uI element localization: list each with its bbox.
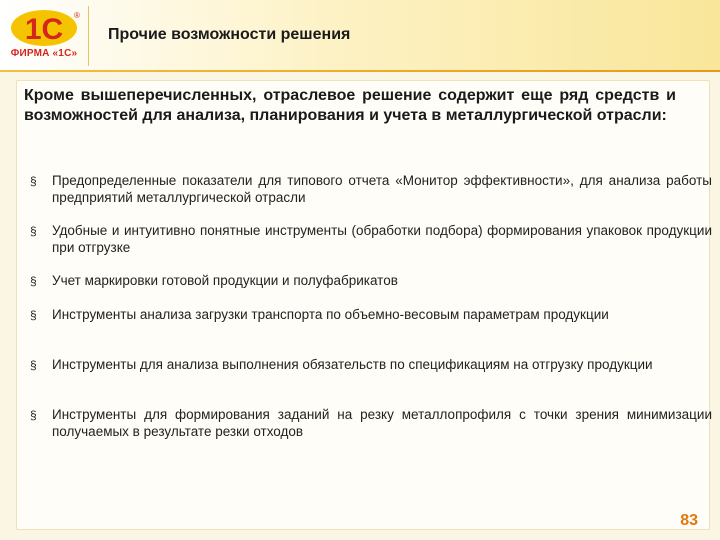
bullet-marker-icon: § bbox=[30, 308, 37, 322]
logo-registered-mark: ® bbox=[74, 11, 80, 20]
intro-paragraph: Кроме вышеперечисленных, отраслевое решение содержит еще ряд средств и возможностей для анализа, планирования и учета в металлургической отрасли: bbox=[24, 87, 676, 124]
logo-mark-icon bbox=[8, 8, 80, 48]
list-item bbox=[24, 356, 712, 373]
page-number: 83 bbox=[680, 512, 698, 529]
bullet-marker-icon: § bbox=[30, 358, 37, 372]
list-item bbox=[24, 222, 712, 256]
header-rule bbox=[0, 70, 720, 72]
content-panel bbox=[16, 80, 710, 530]
slide-title: Прочие возможности решения bbox=[108, 26, 351, 43]
bullet-marker-icon: § bbox=[30, 274, 37, 288]
bullet-marker-icon: § bbox=[30, 174, 37, 188]
list-item bbox=[24, 306, 712, 323]
logo-text: 1С bbox=[24, 13, 64, 46]
bullet-marker-icon: § bbox=[30, 224, 37, 238]
list-item-text: Инструменты для анализа выполнения обязательств по спецификациям на отгрузку продукции bbox=[52, 357, 653, 372]
company-logo bbox=[8, 8, 80, 64]
list-item-text: Удобные и интуитивно понятные инструменты (обработки подбора) формирования упаковок продукции при отгрузке bbox=[52, 223, 712, 255]
list-item bbox=[24, 272, 712, 289]
bullet-marker-icon: § bbox=[30, 408, 37, 422]
logo-subtitle: ФИРМА «1С» bbox=[10, 48, 78, 59]
list-item-text: Учет маркировки готовой продукции и полуфабрикатов bbox=[52, 273, 398, 288]
list-item-text: Инструменты анализа загрузки транспорта по объемно-весовым параметрам продукции bbox=[52, 307, 609, 322]
header-divider bbox=[88, 6, 89, 66]
list-item bbox=[24, 406, 712, 440]
list-item-text: Предопределенные показатели для типового отчета «Монитор эффективности», для анализа работы предприятий металлургической отрасли bbox=[52, 173, 712, 205]
list-item-text: Инструменты для формирования заданий на резку металлопрофиля с точки зрения минимизации получаемых в результате резки отходов bbox=[52, 407, 712, 439]
list-item bbox=[24, 172, 712, 206]
